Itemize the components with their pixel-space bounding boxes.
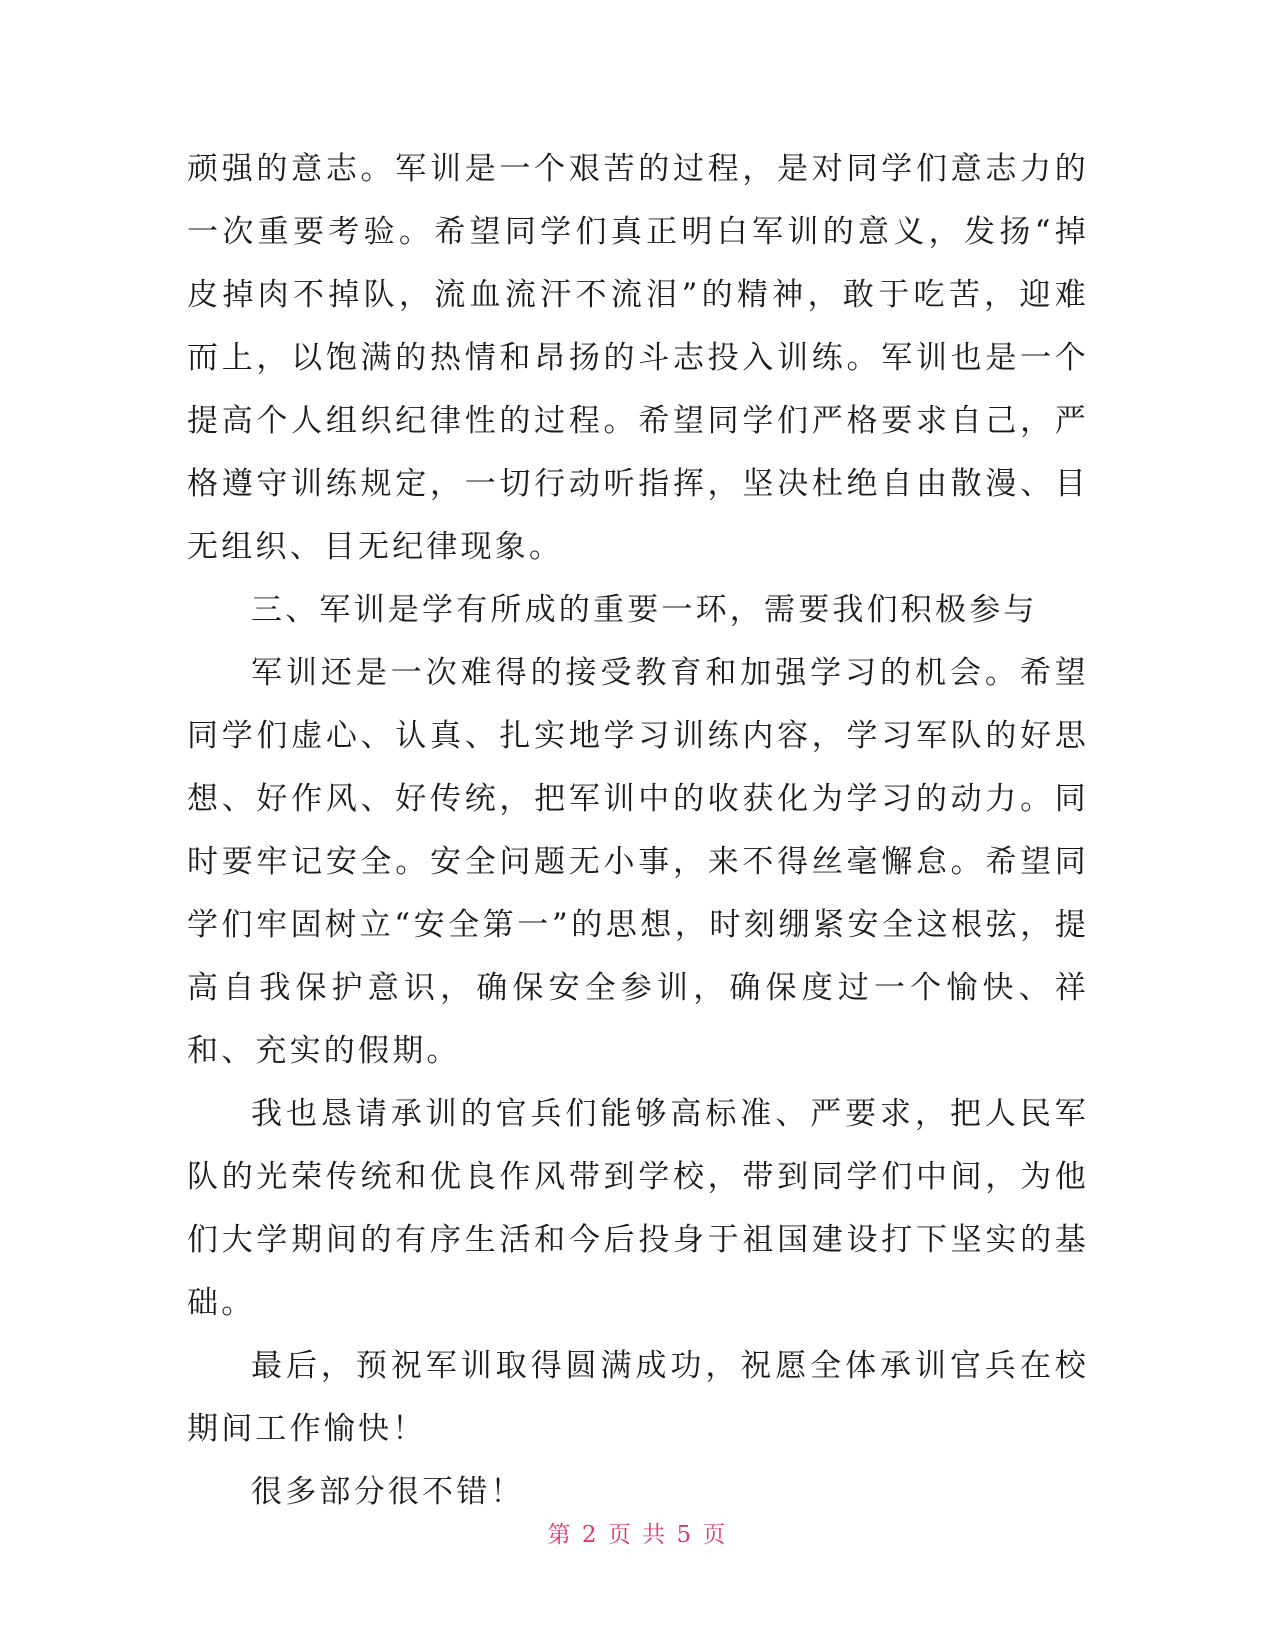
page-label-suffix: 页 xyxy=(702,1522,728,1548)
section-heading-3: 三、军训是学有所成的重要一环，需要我们积极参与 xyxy=(251,592,1038,628)
current-page-number: 2 xyxy=(581,1522,599,1548)
page-label-mid: 页 共 xyxy=(607,1522,668,1548)
page-number-footer xyxy=(0,1516,1275,1549)
paragraph-remark: 很多部分很不错！ xyxy=(251,1474,525,1510)
paragraph-closing-wishes: 最后，预祝军训取得圆满成功，祝愿全体承训官兵在校期间工作愉快！ xyxy=(187,1348,1089,1447)
document-body xyxy=(187,138,1089,1524)
paragraph-training-education: 军训还是一次难得的接受教育和加强学习的机会。希望同学们虚心、认真、扎实地学习训练内容，学习军队的好思想、好作风、好传统，把军训中的收获化为学习的动力。同时要牢记安全。安全问题无小事，来不得丝毫懈怠。希望同学们牢固树立“安全第一”的思想，时刻绷紧安全这根弦，提高自我保护意识，确保安全参训，确保度过一个愉快、祥和、充实的假期。 xyxy=(187,655,1089,1069)
paragraph-officers-request: 我也恳请承训的官兵们能够高标准、严要求，把人民军队的光荣传统和优良作风带到学校，带到同学们中间，为他们大学期间的有序生活和今后投身于祖国建设打下坚实的基础。 xyxy=(187,1096,1089,1321)
total-pages-number: 5 xyxy=(676,1522,694,1548)
page-label-prefix: 第 xyxy=(547,1522,573,1548)
paragraph-continuation: 顽强的意志。军训是一个艰苦的过程，是对同学们意志力的一次重要考验。希望同学们真正明白军训的意义，发扬“掉皮掉肉不掉队，流血流汗不流泪”的精神，敢于吃苦，迎难而上，以饱满的热情和昂扬的斗志投入训练。军训也是一个提高个人组织纪律性的过程。希望同学们严格要求自己，严格遵守训练规定，一切行动听指挥，坚决杜绝自由散漫、目无组织、目无纪律现象。 xyxy=(187,151,1089,565)
